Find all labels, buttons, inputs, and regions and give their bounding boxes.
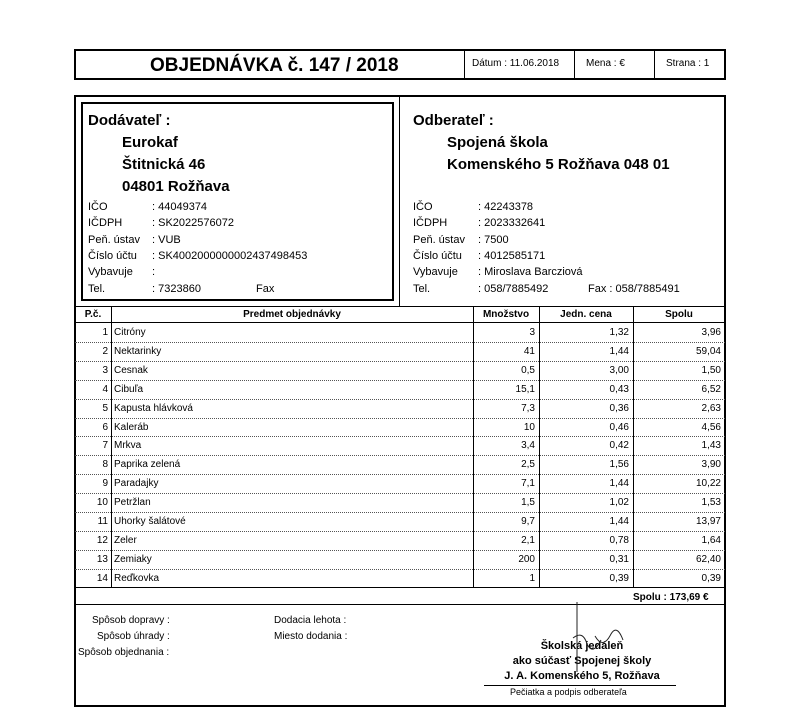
customer-address: Komenského 5 Rožňava 048 01: [447, 156, 670, 173]
customer-value-account: : 4012585171: [478, 250, 546, 262]
row-number: 14: [96, 572, 108, 584]
row-quantity: 0,5: [521, 364, 535, 376]
row-total: 1,64: [701, 534, 721, 546]
customer-value-icdph: : 2023332641: [478, 217, 546, 229]
row-number: 5: [102, 402, 108, 414]
row-quantity: 3,4: [521, 440, 535, 452]
supplier-value-bank: : VUB: [152, 234, 181, 246]
row-total: 3,90: [701, 459, 721, 471]
stamp-line-3: J. A. Komenského 5, Rožňava: [504, 670, 660, 682]
delivery-place-label: Miesto dodania :: [274, 631, 348, 642]
row-number: 13: [96, 553, 108, 565]
stamp-line-2: ako súčasť Spojenej školy: [512, 655, 652, 667]
row-item: Zeler: [114, 534, 137, 546]
page-title: OBJEDNÁVKA č. 147 / 2018: [150, 55, 399, 76]
row-total: 6,52: [701, 383, 721, 395]
customer-label-ico: IČO: [413, 201, 433, 213]
customer-name: Spojená škola: [447, 134, 548, 151]
row-quantity: 200: [518, 553, 535, 565]
supplier-heading: Dodávateľ :: [88, 112, 171, 129]
supplier-label-tel: Tel.: [88, 283, 106, 295]
row-total: 4,56: [701, 421, 721, 433]
col-header-no: P.č.: [84, 309, 102, 320]
row-quantity: 10: [523, 421, 535, 433]
supplier-city: 04801 Rožňava: [122, 178, 230, 195]
row-quantity: 3: [529, 327, 535, 338]
row-unit-price: 1,32: [609, 327, 629, 338]
row-separator: [75, 418, 725, 419]
row-unit-price: 0,42: [609, 440, 629, 452]
stamp-caption: Pečiatka a podpis odberateľa: [510, 687, 627, 697]
row-total: 10,22: [695, 478, 721, 490]
row-total: 1,53: [701, 497, 721, 509]
row-quantity: 2,1: [521, 534, 535, 546]
row-item: Mrkva: [114, 440, 142, 452]
row-quantity: 15,1: [515, 383, 535, 395]
row-separator: [75, 399, 725, 400]
row-total: 0,39: [701, 572, 721, 584]
row-unit-price: 1,44: [609, 345, 629, 357]
row-separator: [75, 380, 725, 381]
stamp-line-1: Školská jedáleň: [540, 640, 624, 652]
row-total: 3,96: [701, 327, 721, 338]
supplier-street: Štitnická 46: [122, 156, 206, 173]
customer-value-handler: : Miroslava Barcziová: [478, 266, 583, 278]
row-unit-price: 0,36: [609, 402, 629, 414]
row-unit-price: 1,44: [609, 516, 629, 527]
row-separator: [75, 342, 725, 343]
row-number: 1: [102, 327, 108, 338]
customer-label-account: Číslo účtu: [413, 250, 462, 262]
row-quantity: 41: [523, 345, 535, 357]
row-item: Citróny: [114, 327, 146, 338]
ordering-label: Spôsob objednania :: [78, 647, 170, 658]
row-quantity: 7,3: [521, 402, 535, 414]
row-separator: [75, 512, 725, 513]
row-unit-price: 1,56: [609, 459, 629, 471]
customer-label-handler: Vybavuje: [413, 266, 458, 278]
supplier-label-icdph: IČDPH: [88, 217, 123, 229]
row-number: 2: [102, 345, 108, 357]
row-item: Petržlan: [114, 497, 151, 509]
row-quantity: 1,5: [521, 497, 535, 509]
supplier-value-icdph: : SK2022576072: [152, 217, 234, 229]
row-total: 62,40: [695, 553, 721, 565]
supplier-value-tel: : 7323860: [152, 283, 201, 295]
row-separator: [75, 474, 725, 475]
row-number: 7: [102, 440, 108, 452]
row-unit-price: 0,31: [609, 553, 629, 565]
row-number: 6: [102, 421, 108, 433]
row-separator: [75, 531, 725, 532]
signature-mark: [555, 598, 675, 678]
row-item: Paradajky: [114, 478, 159, 490]
row-separator: [75, 455, 725, 456]
row-quantity: 1: [529, 572, 535, 584]
customer-label-icdph: IČDPH: [413, 217, 448, 229]
supplier-value-handler: :: [152, 266, 156, 278]
row-number: 4: [102, 383, 108, 395]
grand-total: Spolu : 173,69 €: [633, 592, 709, 603]
supplier-label-account: Číslo účtu: [88, 250, 137, 262]
row-item: Zemiaky: [114, 553, 152, 565]
row-unit-price: 0,46: [609, 421, 629, 433]
row-total: 1,50: [701, 364, 721, 376]
row-total: 59,04: [695, 345, 721, 357]
row-item: Kaleráb: [114, 421, 149, 433]
row-number: 11: [97, 516, 108, 527]
supplier-value-account: : SK4002000000002437498453: [152, 250, 308, 262]
row-quantity: 7,1: [521, 478, 535, 490]
row-item: Cesnak: [114, 364, 148, 376]
customer-fax: Fax : 058/7885491: [588, 283, 680, 295]
col-header-price: Jedn. cena: [560, 309, 612, 320]
customer-value-tel: : 058/7885492: [478, 283, 549, 295]
row-separator: [75, 493, 725, 494]
row-item: Reďkovka: [114, 572, 160, 584]
customer-label-bank: Peň. ústav: [413, 234, 465, 246]
supplier-value-ico: : 44049374: [152, 201, 208, 213]
transport-label: Spôsob dopravy :: [92, 615, 170, 626]
currency: Mena : €: [586, 58, 625, 69]
row-item: Paprika zelená: [114, 459, 181, 471]
customer-heading: Odberateľ :: [413, 112, 494, 129]
col-header-qty: Množstvo: [482, 309, 530, 320]
delivery-term-label: Dodacia lehota :: [274, 615, 347, 626]
supplier-label-ico: IČO: [88, 201, 108, 213]
page-number: Strana : 1: [666, 58, 710, 69]
row-unit-price: 0,39: [609, 572, 629, 584]
row-number: 10: [96, 497, 108, 509]
row-total: 2,63: [701, 402, 721, 414]
row-separator: [75, 550, 725, 551]
customer-label-tel: Tel.: [413, 283, 431, 295]
row-number: 8: [102, 459, 108, 471]
row-item: Uhorky šalátové: [114, 516, 186, 527]
row-number: 12: [96, 534, 108, 546]
col-header-item: Predmet objednávky: [243, 309, 341, 320]
payment-label: Spôsob úhrady :: [97, 631, 170, 642]
supplier-label-bank: Peň. ústav: [88, 234, 140, 246]
row-separator: [75, 361, 725, 362]
supplier-name: Eurokaf: [122, 134, 178, 151]
row-total: 1,43: [701, 440, 721, 452]
row-unit-price: 3,00: [609, 364, 629, 376]
row-number: 9: [102, 478, 108, 490]
row-total: 13,97: [695, 516, 721, 527]
customer-value-ico: : 42243378: [478, 201, 534, 213]
col-header-total: Spolu: [665, 309, 693, 320]
supplier-fax-label: Fax: [256, 283, 275, 295]
row-number: 3: [102, 364, 108, 376]
row-unit-price: 1,44: [609, 478, 629, 490]
row-separator: [75, 436, 725, 437]
order-date: Dátum : 11.06.2018: [472, 58, 560, 69]
customer-value-bank: : 7500: [478, 234, 509, 246]
row-quantity: 9,7: [521, 516, 535, 527]
row-item: Kapusta hlávková: [114, 402, 193, 414]
row-unit-price: 0,43: [609, 383, 629, 395]
row-quantity: 2,5: [521, 459, 535, 471]
row-item: Nektarinky: [114, 345, 162, 357]
row-item: Cibuľa: [114, 383, 144, 395]
row-separator: [75, 569, 725, 570]
supplier-label-handler: Vybavuje: [88, 266, 133, 278]
row-unit-price: 1,02: [609, 497, 629, 509]
row-unit-price: 0,78: [609, 534, 629, 546]
